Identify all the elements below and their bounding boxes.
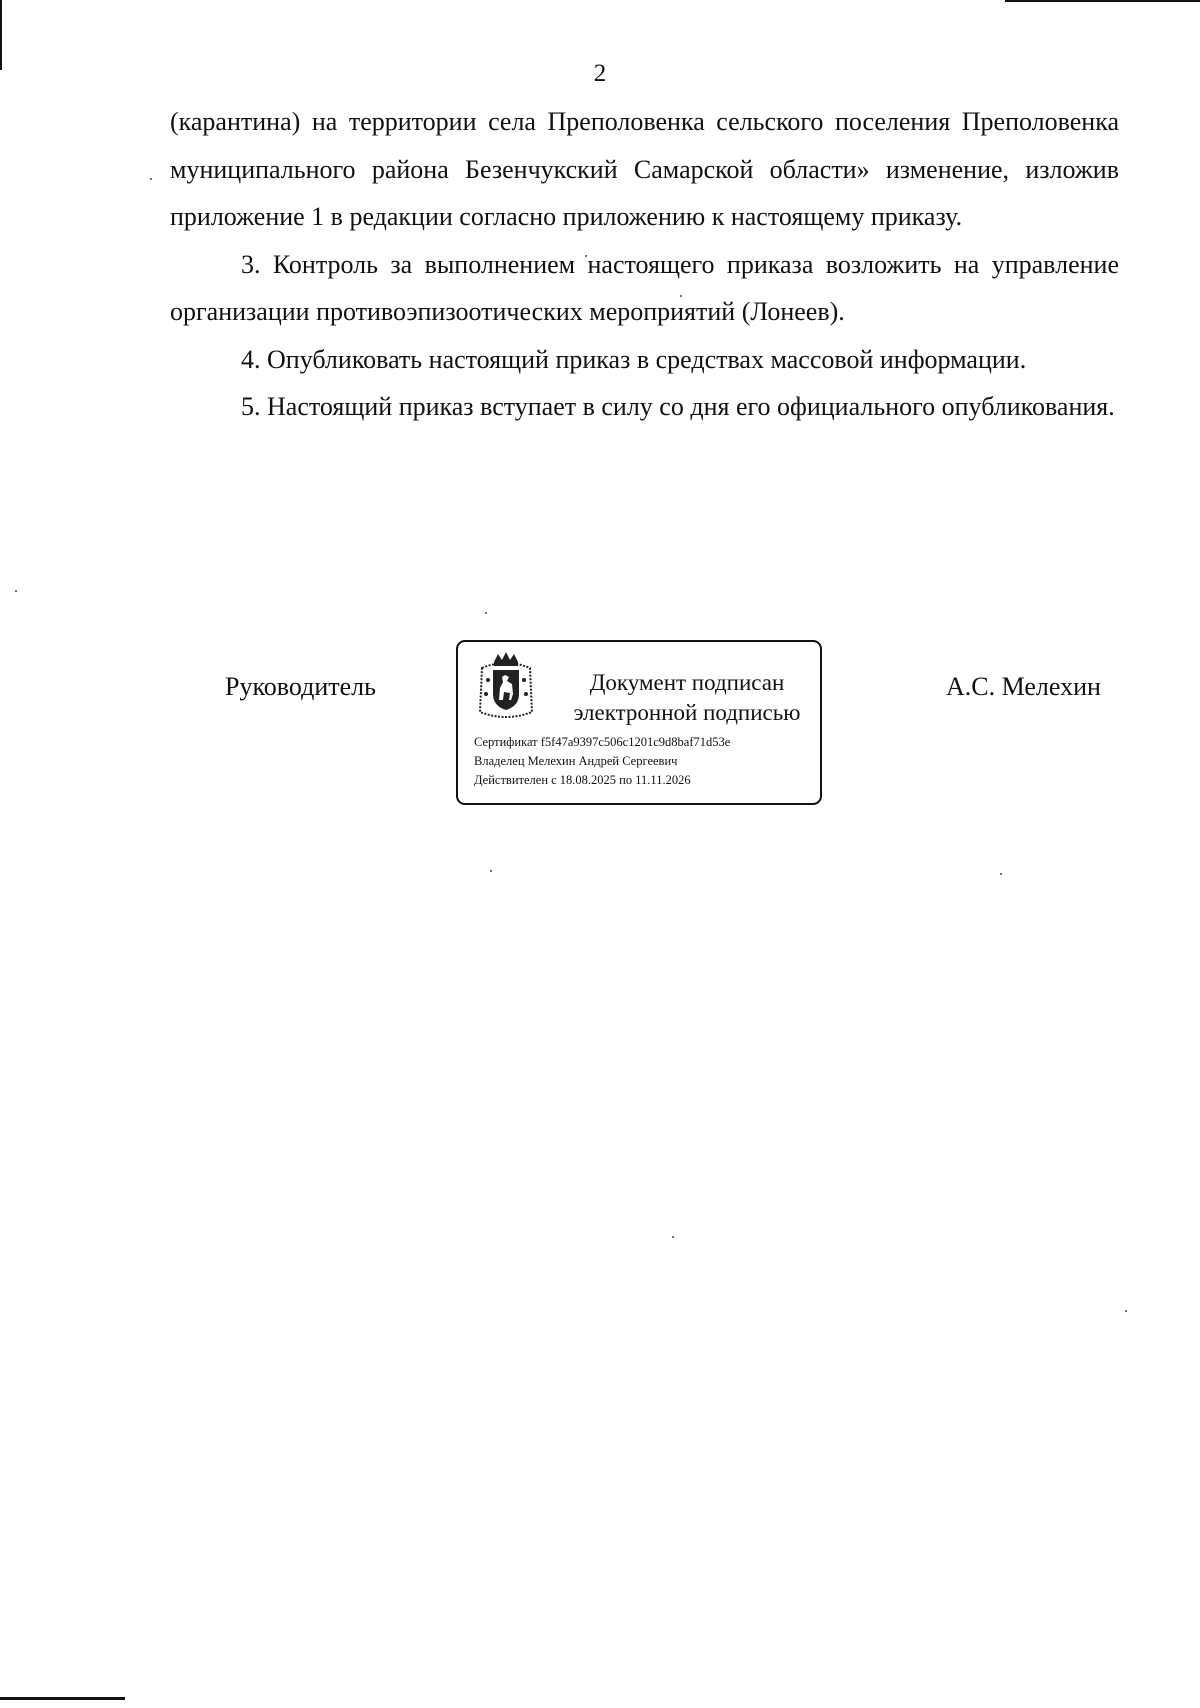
scan-edge-bottom-left [0, 1697, 125, 1700]
paragraph-item-4: 4. Опубликовать настоящий приказ в средствах массовой информации. [241, 344, 1027, 374]
scan-speck [150, 178, 152, 180]
samara-region-coat-of-arms-icon [476, 650, 536, 722]
stamp-heading [562, 668, 812, 728]
page-number: 2 [593, 60, 607, 87]
signer-position: Руководитель [225, 672, 376, 701]
stamp-certificate: Сертификат f5f47a9397c506c1201c9d8baf71d53e [474, 735, 731, 749]
signer-name: А.С. Мелехин [946, 672, 1101, 701]
scan-speck [672, 1236, 674, 1238]
scan-speck [485, 612, 487, 614]
stamp-details [474, 733, 730, 790]
stamp-heading-line1: Документ подписан [589, 670, 785, 695]
document-body [170, 98, 1119, 431]
stamp-owner: Владелец Мелехин Андрей Сергеевич [474, 754, 678, 768]
paragraph-item-3: 3. Контроль за выполнением настоящего приказа возложить на управление организации противоэпизоотических мероприятий (Лонеев). [170, 249, 1119, 326]
scan-speck [15, 590, 17, 592]
stamp-validity: Действителен с 18.08.2025 по 11.11.2026 [474, 773, 691, 787]
electronic-signature-stamp [456, 640, 822, 805]
paragraph-item-5: 5. Настоящий приказ вступает в силу со дня его официального опубликования. [241, 392, 1115, 421]
scan-edge-top-right [1005, 0, 1200, 2]
scan-speck [1000, 873, 1002, 875]
stamp-heading-line2: электронной подписью [573, 700, 801, 725]
scan-speck [490, 870, 492, 872]
scan-speck [1125, 1310, 1127, 1312]
paragraph-continuation: (карантина) на территории села Преполовенка сельского поселения Преполовенка муниципального района Безенчукский Самарской области» изменение, изложив приложение 1 в редакции согласно приложению к настоящему приказу. [170, 107, 1119, 231]
